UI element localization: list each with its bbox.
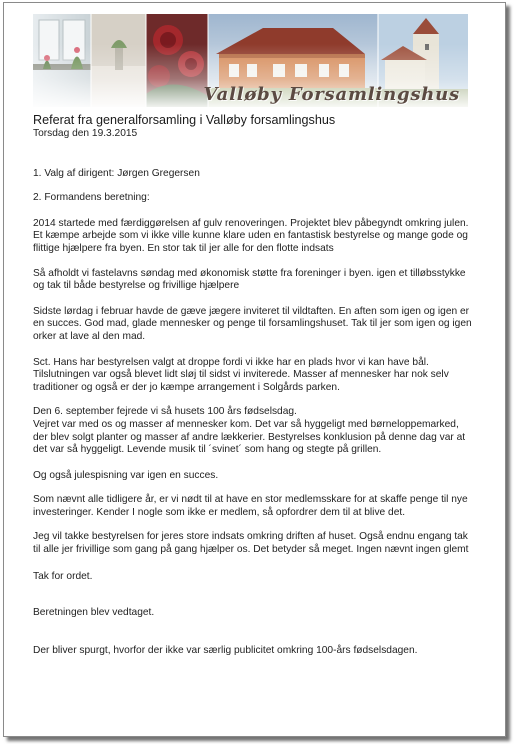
report-paragraph: Sidste lørdag i februar havde de gæve jægere inviteret til vildtaften. En aften som igen og igen er en succes. God mad, glade mennesker og penge til forsamlingshuset. Tak til jer som igen og igen orker at lave al den mad. <box>33 305 472 342</box>
report-paragraph: Sct. Hans har bestyrelsen valgt at droppe fordi vi ikke har en plads hvor vi kan have bål. Tilslutningen var også blevet lidt sløj til sidst vi inviterede. Masser af mennesker har nok selv traditioner og også er der jo kæmpe arrangement i Solgårds parken. <box>33 356 449 393</box>
report-paragraph: Den 6. september fejrede vi så husets 100 års fødselsdag. Vejret var med os og masser af mennesker kom. Det var så hyggeligt med børneloppemarked, der blev solgt planter og masser af andre lækkerier. Bestyrelses konklusion på denne dag var at det var så hyggeligt. Levende musik til ´svinet´ som hang og stegte på grillen. <box>33 406 466 456</box>
question-note: Der bliver spurgt, hvorfor der ikke var særlig publicitet omkring 100-års fødselsdagen. <box>33 644 418 656</box>
agenda-item-2: 2. Formandens beretning: <box>33 192 150 204</box>
report-paragraph: 2014 startede med færdiggørelsen af gulv renoveringen. Projektet blev påbegyndt omkring julen. Et kæmpe arbejde som vi ikke ville kunne klare uden en fantastisk bestyrelse og mange gode og flittige hjælpere fra byen. En stor tak til jer alle for den flotte indsats <box>33 217 469 254</box>
document-body <box>33 113 473 657</box>
document-page <box>3 2 506 737</box>
closing-remark: Tak for ordet. <box>33 570 93 582</box>
document-title: Referat fra generalforsamling i Valløby forsamlingshus <box>33 113 336 127</box>
document-date: Torsdag den 19.3.2015 <box>33 128 138 139</box>
agenda-item-1: 1. Valg af dirigent: Jørgen Gregersen <box>33 167 200 179</box>
banner-title: Valløby Forsamlingshus <box>203 84 460 105</box>
header-banner <box>33 14 468 107</box>
report-paragraph: Og også julespisning var igen en succes. <box>33 469 219 481</box>
report-paragraph: Så afholdt vi fastelavns søndag med økonomisk støtte fra foreninger i byen. igen et tilløbsstykke og tak til både bestyrelse og frivillige hjælpere <box>33 267 466 292</box>
report-paragraph: Som nævnt alle tidligere år, er vi nødt til at have en stor medlemsskare for at skaffe penge til nye investeringer. Kender I nogle som ikke er medlem, så opfordrer dem til at blive det. <box>33 494 468 518</box>
report-approved: Beretningen blev vedtaget. <box>33 607 155 619</box>
report-paragraph: Jeg vil takke bestyrelsen for jeres store indsats omkring driften af huset. Også endnu engang tak til alle jer frivillige som gang på gang hjælper os. Det betyder så meget. Ingen nævnt ingen glemt <box>33 531 469 556</box>
